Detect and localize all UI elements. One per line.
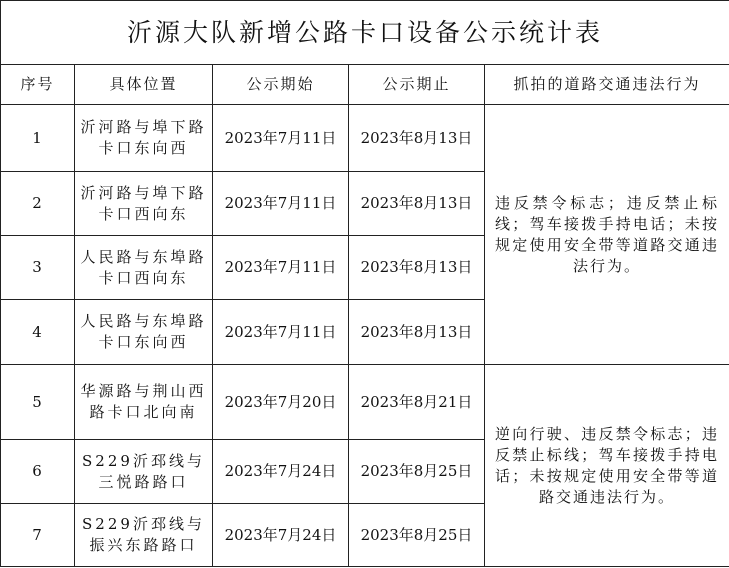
table-title: 沂源大队新增公路卡口设备公示统计表 xyxy=(1,1,729,65)
header-start: 公示期始 xyxy=(213,65,349,105)
row-seq: 4 xyxy=(1,300,75,365)
row-seq: 7 xyxy=(1,504,75,567)
header-behavior: 抓拍的道路交通违法行为 xyxy=(485,65,729,105)
row-location: S229沂邳线与振兴东路路口 xyxy=(75,504,213,567)
row-seq: 2 xyxy=(1,172,75,236)
row-start-date: 2023年7月11日 xyxy=(213,172,349,236)
row-end-date: 2023年8月25日 xyxy=(349,504,485,567)
row-location: 沂河路与埠下路卡口东向西 xyxy=(75,105,213,172)
row-location: 沂河路与埠下路卡口西向东 xyxy=(75,172,213,236)
row-end-date: 2023年8月21日 xyxy=(349,365,485,440)
header-seq: 序号 xyxy=(1,65,75,105)
row-start-date: 2023年7月11日 xyxy=(213,300,349,365)
row-seq: 1 xyxy=(1,105,75,172)
row-location: 人民路与东埠路卡口东向西 xyxy=(75,300,213,365)
behavior-group-1 xyxy=(485,105,729,365)
header-location: 具体位置 xyxy=(75,65,213,105)
row-location: 人民路与东埠路卡口西向东 xyxy=(75,236,213,300)
row-location: 华源路与荆山西路卡口北向南 xyxy=(75,365,213,440)
row-end-date: 2023年8月13日 xyxy=(349,172,485,236)
row-location: S229沂邳线与三悦路路口 xyxy=(75,440,213,504)
row-seq: 6 xyxy=(1,440,75,504)
row-end-date: 2023年8月13日 xyxy=(349,236,485,300)
row-start-date: 2023年7月11日 xyxy=(213,236,349,300)
table-row xyxy=(1,365,729,440)
row-seq: 3 xyxy=(1,236,75,300)
row-seq: 5 xyxy=(1,365,75,440)
behavior-text-2: 逆向行驶、违反禁令标志；违反禁止标线；驾车接拨手持电话；未按规定使用安全带等道路交通违法行为。 xyxy=(495,424,720,506)
row-end-date: 2023年8月13日 xyxy=(349,105,485,172)
table-row xyxy=(1,105,729,172)
row-start-date: 2023年7月20日 xyxy=(213,365,349,440)
header-end: 公示期止 xyxy=(349,65,485,105)
row-start-date: 2023年7月11日 xyxy=(213,105,349,172)
row-start-date: 2023年7月24日 xyxy=(213,440,349,504)
row-end-date: 2023年8月25日 xyxy=(349,440,485,504)
row-end-date: 2023年8月13日 xyxy=(349,300,485,365)
behavior-text-1: 违反禁令标志；违反禁止标线；驾车接拨手持电话；未按规定使用安全带等道路交通违法行为。 xyxy=(495,193,720,275)
behavior-group-2 xyxy=(485,365,729,567)
row-start-date: 2023年7月24日 xyxy=(213,504,349,567)
header-row xyxy=(1,65,729,105)
